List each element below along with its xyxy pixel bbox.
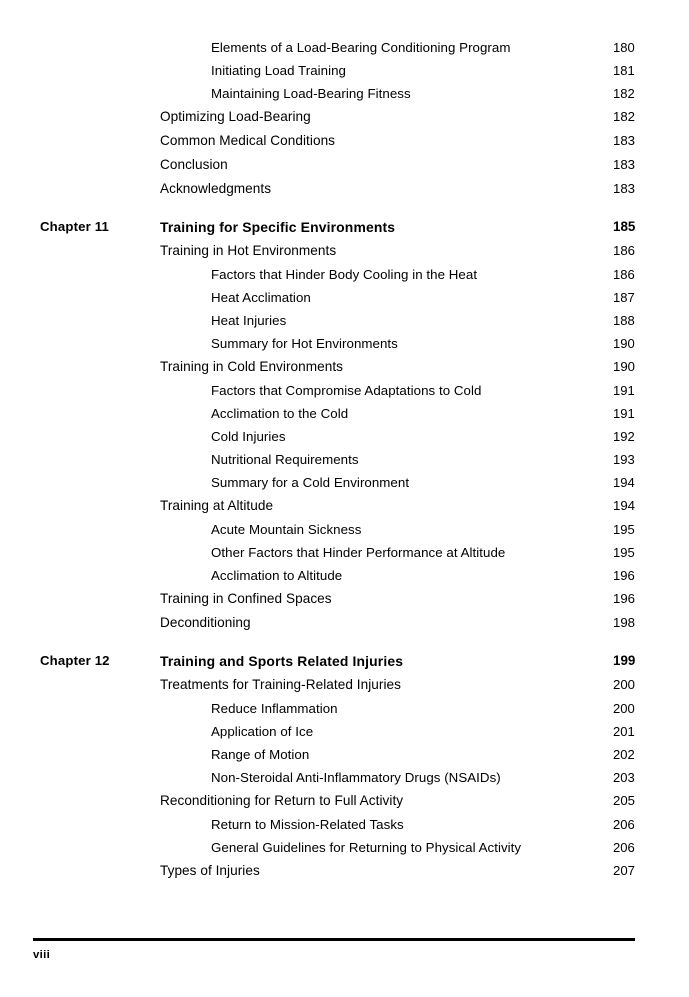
toc-entry-title[interactable]: Return to Mission-Related Tasks xyxy=(211,817,404,832)
toc-entry-title[interactable]: Application of Ice xyxy=(211,724,314,739)
toc-entry-page-number[interactable]: 186 xyxy=(613,267,635,282)
toc-entry-row[interactable] xyxy=(0,611,689,635)
toc-entry-row[interactable] xyxy=(0,789,689,813)
toc-entry-row[interactable] xyxy=(0,402,689,425)
toc-entry-row[interactable] xyxy=(0,673,689,697)
toc-entry-title[interactable]: Common Medical Conditions xyxy=(160,133,336,148)
toc-entry-title[interactable]: Non-Steroidal Anti-Inflammatory Drugs (NSAIDs) xyxy=(211,770,501,785)
toc-entry-page-number[interactable]: 201 xyxy=(613,724,635,739)
toc-entry-title[interactable]: Acknowledgments xyxy=(160,181,272,196)
toc-chapter-row[interactable] xyxy=(0,649,689,673)
toc-entry-page-number[interactable]: 182 xyxy=(613,86,635,101)
toc-entry-row[interactable] xyxy=(0,263,689,286)
toc-entry-title[interactable]: Factors that Compromise Adaptations to Cold xyxy=(211,383,482,398)
toc-entry-row[interactable] xyxy=(0,177,689,201)
toc-entry-title[interactable]: Heat Injuries xyxy=(211,313,287,328)
toc-entry-row[interactable] xyxy=(0,766,689,789)
toc-entry-row[interactable] xyxy=(0,332,689,355)
chapter-label: Chapter 12 xyxy=(40,653,110,668)
toc-entry-title[interactable]: Acclimation to the Cold xyxy=(211,406,349,421)
toc-entry-title[interactable]: Elements of a Load-Bearing Conditioning Program xyxy=(211,40,511,55)
toc-entry-page-number[interactable]: 180 xyxy=(613,40,635,55)
toc-entry-title[interactable]: Reduce Inflammation xyxy=(211,701,338,716)
toc-entry-row[interactable] xyxy=(0,82,689,105)
toc-entry-row[interactable] xyxy=(0,448,689,471)
toc-entry-row[interactable] xyxy=(0,239,689,263)
toc-entry-page-number[interactable]: 183 xyxy=(613,181,636,196)
chapter-label: Chapter 11 xyxy=(40,219,109,234)
toc-entry-page-number[interactable]: 183 xyxy=(613,133,636,148)
toc-entry-title[interactable]: Initiating Load Training xyxy=(211,63,346,78)
toc-entry-page-number[interactable]: 181 xyxy=(613,63,635,78)
toc-entry-title[interactable]: Cold Injuries xyxy=(211,429,286,444)
toc-entry-page-number[interactable]: 182 xyxy=(613,109,636,124)
toc-entry-row[interactable] xyxy=(0,697,689,720)
toc-chapter-row[interactable] xyxy=(0,215,689,239)
toc-entry-title[interactable]: Maintaining Load-Bearing Fitness xyxy=(211,86,411,101)
toc-entry-page-number[interactable]: 192 xyxy=(613,429,635,444)
toc-entry-list xyxy=(0,36,689,883)
toc-entry-page-number[interactable]: 187 xyxy=(613,290,635,305)
toc-entry-row[interactable] xyxy=(0,836,689,859)
toc-entry-row[interactable] xyxy=(0,355,689,379)
toc-entry-page-number[interactable]: 194 xyxy=(613,498,636,513)
toc-entry-title[interactable]: Factors that Hinder Body Cooling in the Heat xyxy=(211,267,478,282)
toc-entry-row[interactable] xyxy=(0,309,689,332)
toc-entry-page-number[interactable]: 195 xyxy=(613,522,635,537)
toc-entry-page-number[interactable]: 200 xyxy=(613,677,636,692)
toc-entry-title[interactable]: Training in Cold Environments xyxy=(160,359,344,374)
toc-entry-row[interactable] xyxy=(0,720,689,743)
toc-entry-page-number[interactable]: 194 xyxy=(613,475,635,490)
toc-entry-page-number[interactable]: 183 xyxy=(613,157,636,172)
footer-divider xyxy=(33,938,635,941)
toc-entry-title[interactable]: Training for Specific Environments xyxy=(160,219,396,235)
toc-entry-page-number[interactable]: 185 xyxy=(613,219,636,234)
toc-entry-title[interactable]: Treatments for Training-Related Injuries xyxy=(160,677,401,692)
toc-entry-row[interactable] xyxy=(0,153,689,177)
toc-entry-page-number[interactable]: 205 xyxy=(613,793,636,808)
toc-entry-title[interactable]: Other Factors that Hinder Performance at Altitude xyxy=(211,545,506,560)
toc-entry-row[interactable] xyxy=(0,518,689,541)
toc-entry-title[interactable]: Deconditioning xyxy=(160,615,251,630)
toc-entry-title[interactable]: Summary for a Cold Environment xyxy=(211,475,410,490)
toc-entry-title[interactable]: Nutritional Requirements xyxy=(211,452,359,467)
toc-entry-row[interactable] xyxy=(0,494,689,518)
toc-entry-title[interactable]: Summary for Hot Environments xyxy=(211,336,398,351)
toc-entry-page-number[interactable]: 190 xyxy=(613,336,635,351)
page-folio-number: viii xyxy=(33,949,51,961)
toc-entry-page-number[interactable]: 207 xyxy=(613,863,636,878)
toc-entry-page-number[interactable]: 188 xyxy=(613,313,635,328)
toc-entry-title[interactable]: General Guidelines for Returning to Physical Activity xyxy=(211,840,522,855)
toc-entry-row[interactable] xyxy=(0,129,689,153)
toc-entry-page-number[interactable]: 202 xyxy=(613,747,635,762)
toc-entry-page-number[interactable]: 191 xyxy=(613,383,635,398)
toc-entry-row[interactable] xyxy=(0,587,689,611)
toc-entry-title[interactable]: Acute Mountain Sickness xyxy=(211,522,362,537)
toc-entry-page-number[interactable]: 195 xyxy=(613,545,635,560)
toc-entry-page-number[interactable]: 206 xyxy=(613,840,635,855)
toc-entry-title[interactable]: Training at Altitude xyxy=(160,498,274,513)
toc-entry-page-number[interactable]: 196 xyxy=(613,568,635,583)
toc-entry-row[interactable] xyxy=(0,743,689,766)
toc-entry-title[interactable]: Reconditioning for Return to Full Activity xyxy=(160,793,404,808)
toc-entry-title[interactable]: Range of Motion xyxy=(211,747,310,762)
toc-entry-row[interactable] xyxy=(0,59,689,82)
toc-entry-page-number[interactable]: 203 xyxy=(613,770,635,785)
toc-entry-page-number[interactable]: 191 xyxy=(613,406,635,421)
toc-entry-row[interactable] xyxy=(0,286,689,309)
toc-entry-page-number[interactable]: 196 xyxy=(613,591,636,606)
toc-entry-row[interactable] xyxy=(0,471,689,494)
toc-entry-row[interactable] xyxy=(0,813,689,836)
toc-entry-page-number[interactable]: 190 xyxy=(613,359,636,374)
toc-entry-row[interactable] xyxy=(0,425,689,448)
toc-entry-row[interactable] xyxy=(0,859,689,883)
toc-entry-title[interactable]: Training in Hot Environments xyxy=(160,243,337,258)
toc-entry-row[interactable] xyxy=(0,564,689,587)
toc-entry-page-number[interactable]: 193 xyxy=(613,452,635,467)
toc-entry-page-number[interactable]: 186 xyxy=(613,243,636,258)
toc-entry-title[interactable]: Conclusion xyxy=(160,157,228,172)
toc-entry-page-number[interactable]: 199 xyxy=(613,653,636,668)
toc-entry-page-number[interactable]: 200 xyxy=(613,701,635,716)
toc-entry-title[interactable]: Training in Confined Spaces xyxy=(160,591,332,606)
toc-entry-page-number[interactable]: 198 xyxy=(613,615,636,630)
toc-entry-title[interactable]: Heat Acclimation xyxy=(211,290,311,305)
toc-entry-title[interactable]: Acclimation to Altitude xyxy=(211,568,343,583)
toc-entry-row[interactable] xyxy=(0,36,689,59)
toc-entry-title[interactable]: Optimizing Load-Bearing xyxy=(160,109,311,124)
toc-entry-row[interactable] xyxy=(0,105,689,129)
toc-entry-row[interactable] xyxy=(0,379,689,402)
toc-entry-title[interactable]: Training and Sports Related Injuries xyxy=(160,653,404,669)
toc-entry-row[interactable] xyxy=(0,541,689,564)
toc-entry-page-number[interactable]: 206 xyxy=(613,817,635,832)
toc-entry-title[interactable]: Types of Injuries xyxy=(160,863,260,878)
